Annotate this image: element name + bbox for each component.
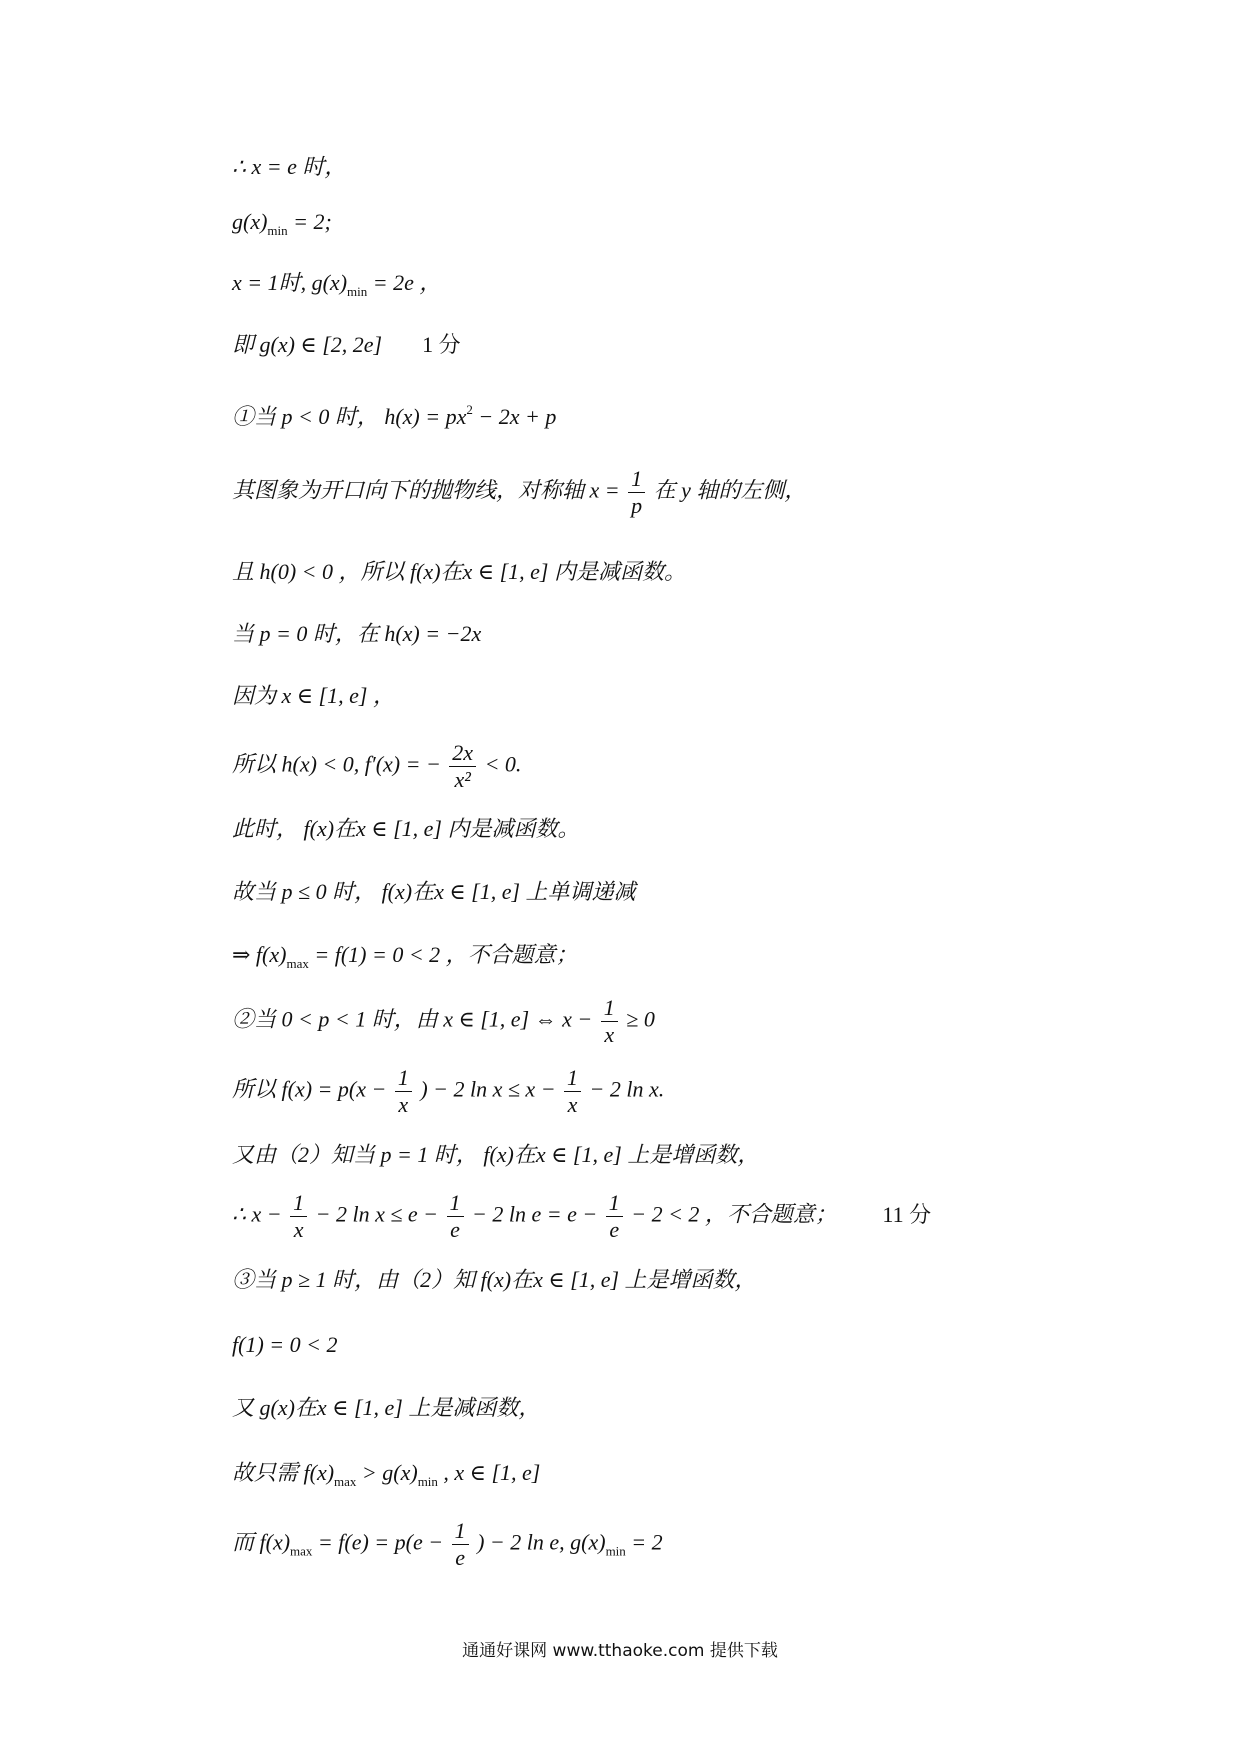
line-7: 且 h(0) < 0 ，所以 f(x)在x ∈ [1, e] 内是减函数。 (232, 559, 686, 584)
line-17: ∴ x − $\frac{1}{x}$ − 2 ln x ≤ e − $\frac{1}{e}$ − 2 ln e = e − $\frac{1}{e}$ − 2 < 2 ，不合题意； 11 分 (232, 1190, 932, 1242)
line-12: 故当 p ≤ 0 时， f(x)在x ∈ [1, e] 上单调递减 (232, 879, 636, 904)
line-18: ③当 p ≥ 1 时，由（2）知 f(x)在x ∈ [1, e] 上是增函数， (232, 1267, 757, 1292)
line-19: f(1) = 0 < 2 (232, 1332, 338, 1357)
fraction: $\frac{1}{e}$ (447, 1190, 464, 1243)
line-2: $g(x)_{min} = 2$; (232, 209, 332, 238)
score-mark: 11 分 (882, 1201, 932, 1227)
line-6: 其图象为开口向下的抛物线，对称轴 x = $\frac{1}{p}$ 在 y 轴的左侧， (232, 466, 807, 518)
fraction: $\frac{1}{e}$ (452, 1518, 469, 1571)
line-20: 又 g(x)在x ∈ [1, e] 上是减函数， (232, 1395, 541, 1420)
fraction: $\frac{2x}{\text{x²}}$ (449, 740, 476, 793)
line-14: ②当 0 < p < 1 时，由 x ∈ [1, e] ⇔ x − $\frac{1}{x}$ ≥ 0 (232, 995, 655, 1047)
fraction: $\frac{1}{x}$ (290, 1190, 307, 1243)
line-3: x = 1时, $g(x)_{min} = 2e$ ， (232, 270, 442, 299)
line-5: ①当 p < 0 时， $h(x) = px^2 - 2x + p$ (232, 402, 557, 429)
line-22: 而 $f(x)_{max} = f(e) = p(e$ − $\frac{1}{e}$ ) − 2 ln e, $g(x)_{min} = 2$ (232, 1518, 663, 1570)
fraction: $\frac{1}{p}$ (628, 466, 645, 519)
line-9: 因为 x ∈ [1, e] ， (232, 683, 395, 708)
line-21: 故只需 $f(x)_{max} > g(x)_{min}$ , x ∈ [1, e] (232, 1460, 541, 1489)
line-13: ⇒ $f(x)_{max} = f(1) = 0 < 2$ ，不合题意； (232, 942, 578, 971)
fraction: $\frac{1}{x}$ (601, 995, 618, 1048)
line-8: 当 p = 0 时，在 h(x) = −2x (232, 621, 482, 646)
fraction: $\frac{1}{x}$ (564, 1065, 581, 1118)
line-15: 所以 f(x) = p(x − $\frac{1}{x}$ ) − 2 ln x ≤ x − $\frac{1}{x}$ − 2 ln x. (232, 1065, 665, 1117)
line-11: 此时， f(x)在x ∈ [1, e] 内是减函数。 (232, 816, 580, 841)
footer-credit: 通通好课网 www.tthaoke.com 提供下载 (462, 1641, 778, 1661)
score-mark: 1 分 (422, 332, 461, 357)
line-10: 所以 h(x) < 0, f′(x) = − $\frac{2x}{\text{x²}}$ < 0. (232, 740, 522, 792)
fraction: $\frac{1}{x}$ (395, 1065, 412, 1118)
line-1: ∴ x = e 时， (232, 154, 347, 179)
line-16: 又由（2）知当 p = 1 时， f(x)在x ∈ [1, e] 上是增函数， (232, 1142, 760, 1167)
line-4: 即 g(x) ∈ [2, 2e] 1 分 (232, 332, 461, 357)
fraction: $\frac{1}{e}$ (606, 1190, 623, 1243)
